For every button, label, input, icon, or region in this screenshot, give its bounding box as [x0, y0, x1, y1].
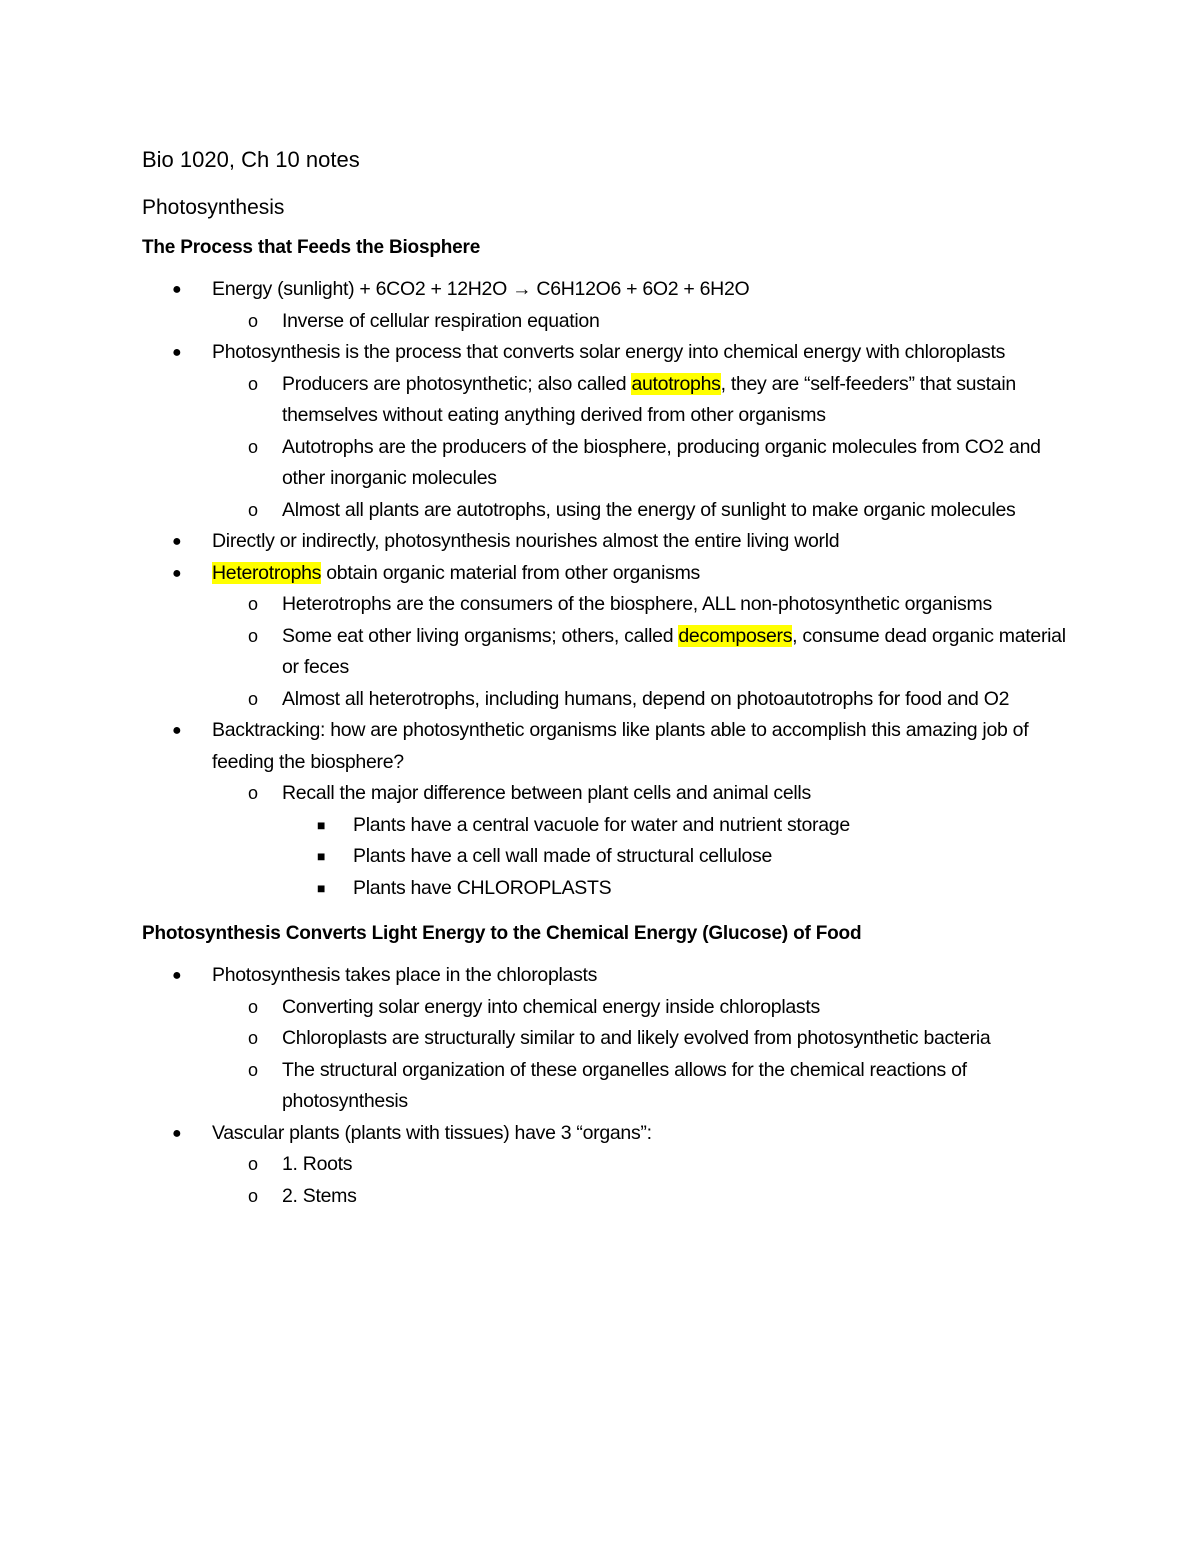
item-text: → — [512, 278, 532, 300]
list-item — [142, 337, 1072, 369]
item-text: 2. Stems — [282, 1184, 357, 1207]
document-page — [142, 140, 1072, 1212]
highlighted-term: autotrophs — [631, 372, 721, 395]
item-text: C6H12O6 + 6O2 + 6H2O — [531, 278, 750, 300]
bullet-square-icon: ■ — [317, 816, 326, 833]
bullet-circle-icon: o — [248, 1059, 258, 1080]
list-item — [142, 432, 1072, 495]
bullet-dot-icon: ● — [172, 281, 182, 298]
item-text: Photosynthesis is the process that converts solar energy into chemical energy with chloroplasts — [212, 341, 1006, 363]
item-text: , they are “self-feeders” that sustain themselves without eating anything derived from other organisms — [282, 372, 1016, 426]
bullet-circle-icon: o — [248, 1185, 258, 1206]
list-item — [142, 1023, 1072, 1055]
item-text: Chloroplasts are structurally similar to and likely evolved from photosynthetic bacteria — [282, 1027, 991, 1049]
bullet-circle-icon: o — [248, 594, 258, 614]
item-text: Inverse of cellular respiration equation — [282, 309, 600, 332]
section-heading-process: The Process that Feeds the Biosphere — [142, 237, 481, 258]
list-item — [142, 526, 1072, 558]
list-item — [142, 558, 1072, 590]
item-text: 1. Roots — [282, 1153, 353, 1175]
list-item — [142, 274, 1072, 306]
list-item — [142, 841, 1072, 873]
list-item — [142, 369, 1072, 432]
bullet-circle-icon: o — [248, 625, 258, 646]
item-text: Converting solar energy into chemical energy inside chloroplasts — [282, 995, 820, 1018]
list-item — [142, 495, 1072, 527]
document-title: Bio 1020, Ch 10 notes — [142, 147, 360, 172]
notes-list-conversion — [142, 960, 1072, 1212]
list-item — [142, 873, 1072, 905]
bullet-circle-icon: o — [248, 688, 258, 709]
list-item — [142, 589, 1072, 621]
document-subtitle: Photosynthesis — [142, 196, 285, 219]
bullet-dot-icon: ● — [172, 344, 182, 361]
item-text: Heterotrophs are the consumers of the biosphere, ALL non-photosynthetic organisms — [282, 593, 992, 615]
item-text: Energy (sunlight) + 6CO2 + 12H2O — [212, 278, 513, 300]
item-text: Plants have a central vacuole for water and nutrient storage — [353, 813, 850, 836]
bullet-circle-icon: o — [248, 1154, 258, 1174]
item-text: Photosynthesis takes place in the chloroplasts — [212, 964, 598, 986]
highlighted-term: decomposers — [678, 624, 793, 647]
bullet-circle-icon: o — [248, 996, 258, 1017]
bullet-circle-icon: o — [248, 783, 258, 803]
bullet-dot-icon: ● — [172, 533, 182, 550]
bullet-dot-icon: ● — [172, 722, 182, 739]
section-heading-conversion: Photosynthesis Converts Light Energy to the Chemical Energy (Glucose) of Food — [142, 923, 862, 944]
list-item — [142, 960, 1072, 992]
item-text: Plants have a cell wall made of structural cellulose — [353, 845, 773, 867]
bullet-dot-icon: ● — [172, 967, 182, 984]
list-item — [142, 778, 1072, 810]
list-item — [142, 1118, 1072, 1150]
list-item — [142, 1055, 1072, 1118]
item-text: , consume dead organic material or feces — [282, 624, 1066, 678]
list-item — [142, 684, 1072, 716]
list-item — [142, 810, 1072, 842]
item-text: Plants have CHLOROPLASTS — [353, 876, 612, 899]
notes-list-process — [142, 274, 1072, 904]
bullet-circle-icon: o — [248, 310, 258, 331]
list-item — [142, 1149, 1072, 1181]
list-item — [142, 715, 1072, 778]
item-text: Producers are photosynthetic; also called — [282, 372, 632, 395]
item-text: Some eat other living organisms; others, called — [282, 624, 679, 647]
bullet-square-icon: ■ — [317, 879, 326, 896]
bullet-dot-icon: ● — [172, 1124, 182, 1142]
list-item — [142, 621, 1072, 684]
list-item — [142, 992, 1072, 1024]
item-text: Almost all heterotrophs, including humans, depend on photoautotrophs for food and O2 — [282, 687, 1010, 710]
list-item — [142, 306, 1072, 338]
bullet-circle-icon: o — [248, 499, 258, 520]
item-text: Almost all plants are autotrophs, using the energy of sunlight to make organic molecules — [282, 498, 1016, 521]
item-text: Backtracking: how are photosynthetic organisms like plants able to accomplish this amazing job of feeding the biosphere? — [212, 719, 1029, 773]
item-text: Vascular plants (plants with tissues) have 3 “organs”: — [212, 1121, 652, 1144]
highlighted-term: Heterotrophs — [212, 561, 322, 584]
bullet-square-icon: ■ — [317, 848, 326, 864]
bullet-circle-icon: o — [248, 1028, 258, 1048]
bullet-dot-icon: ● — [172, 564, 182, 582]
item-text: Recall the major difference between plant cells and animal cells — [282, 782, 811, 804]
bullet-circle-icon: o — [248, 436, 258, 457]
item-text: Autotrophs are the producers of the biosphere, producing organic molecules from CO2 and other inorganic molecules — [282, 435, 1041, 489]
list-item — [142, 1181, 1072, 1213]
bullet-circle-icon: o — [248, 373, 258, 394]
item-text: The structural organization of these organelles allows for the chemical reactions of photosynthesis — [282, 1058, 967, 1112]
item-text: obtain organic material from other organisms — [321, 561, 700, 584]
item-text: Directly or indirectly, photosynthesis nourishes almost the entire living world — [212, 530, 840, 552]
